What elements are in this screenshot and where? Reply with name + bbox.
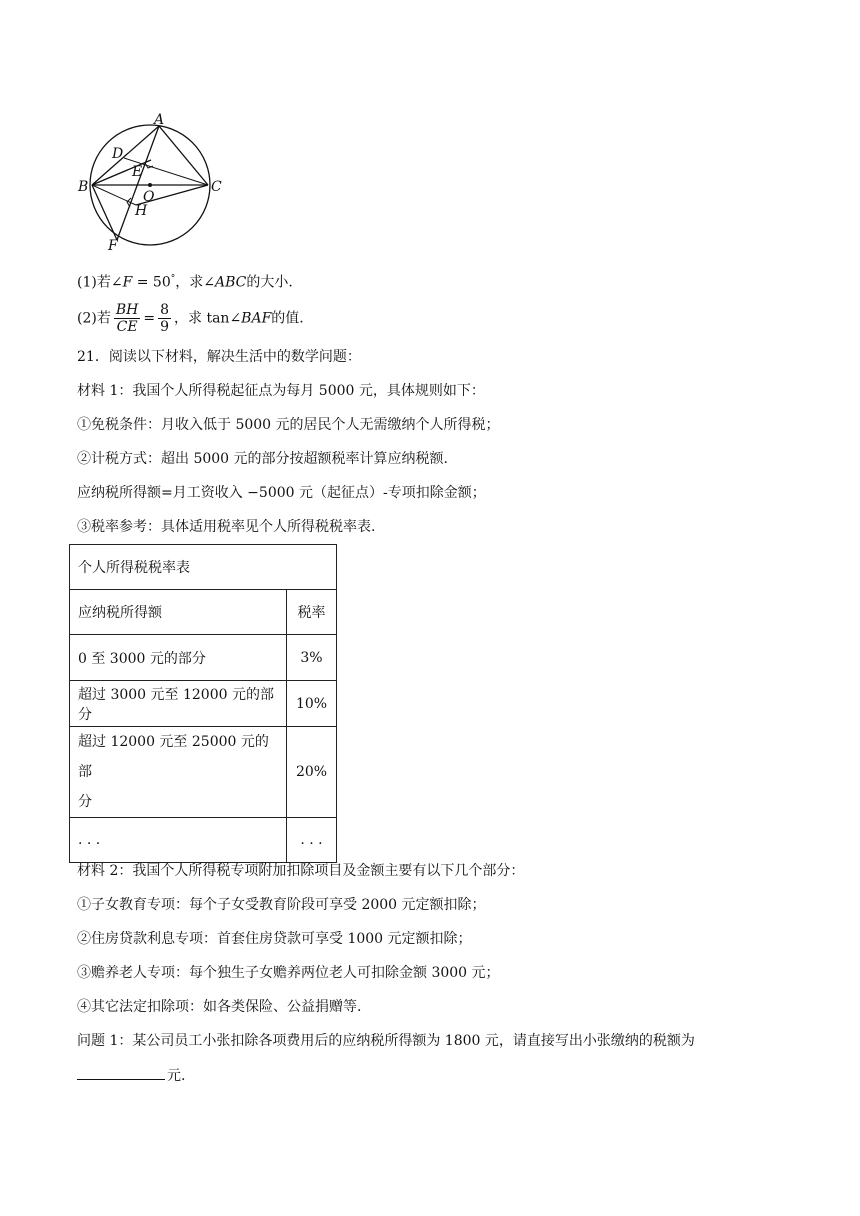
table-title: 个人所得税税率表 (70, 545, 337, 590)
table-cell-bracket: . . . (70, 818, 287, 863)
segment-af (117, 126, 159, 240)
table-cell-bracket: 超过 3000 元至 12000 元的部分 (70, 681, 287, 727)
label-a: A (154, 112, 165, 128)
label-d: D (112, 146, 124, 162)
table-cell-rate: 3% (287, 635, 337, 681)
table-cell-bracket: 超过 12000 元至 25000 元的部 分 (70, 727, 287, 818)
answer-blank[interactable] (77, 1065, 165, 1080)
problem-21-heading: 21．阅读以下材料，解决生活中的数学问题： (77, 349, 361, 365)
circle-geometry-figure (72, 108, 232, 253)
material-2-line-3: ③赡养老人专项：每个独生子女赡养两位老人可扣除金额 3000 元； (77, 965, 500, 981)
question-1-text: 问题 1：某公司员工小张扣除各项费用后的应纳税所得额为 1800 元，请直接写出小张缴纳的税额为 (77, 1033, 695, 1049)
center-point-o (148, 183, 152, 187)
material-1-line-1: ①免税条件：月收入低于 5000 元的居民个人无需缴纳个人所得税； (77, 417, 500, 433)
segment-bh (92, 185, 136, 205)
label-e: E (132, 164, 143, 180)
material-2-title: 材料 2：我国个人所得税专项附加扣除项目及金额主要有以下几个部分： (77, 863, 525, 879)
table-title-row (70, 545, 337, 590)
question-2: (2)若 $\frac{BH}{CE}$ = $\frac{8}{9}$ ，求 tan∠BAF的值. (77, 302, 304, 335)
label-b: B (78, 179, 89, 195)
fraction-bh-ce: $\frac{BH}{CE}$ (115, 302, 139, 335)
table-header-row (70, 590, 337, 635)
table-row (70, 635, 337, 681)
table-cell-rate: . . . (287, 818, 337, 863)
table-cell-rate: 10% (287, 681, 337, 727)
material-1-line-2: ②计税方式：超出 5000 元的部分按超额税率计算应纳税额. (77, 451, 448, 467)
header-taxable-income: 应纳税所得额 (70, 590, 287, 635)
material-2-line-4: ④其它法定扣除项：如各类保险、公益捐赠等. (77, 999, 362, 1015)
question-1: (1)若∠F = 50°，求∠ABC的大小. (77, 274, 293, 291)
material-1-line-3: 应纳税所得额=月工资收入 −5000 元（起征点）-专项扣除金额； (77, 485, 486, 501)
segment-bf (92, 185, 117, 240)
label-f: F (108, 238, 118, 253)
material-2-line-2: ②住房贷款利息专项：首套住房贷款可享受 1000 元定额扣除； (77, 931, 472, 947)
material-1-line-4: ③税率参考：具体适用税率见个人所得税税率表. (77, 519, 376, 535)
table-row (70, 727, 337, 818)
table-cell-rate: 20% (287, 727, 337, 818)
table-row (70, 681, 337, 727)
tax-rate-table (69, 544, 337, 863)
segment-ab (92, 126, 159, 185)
material-1-title: 材料 1：我国个人所得税起征点为每月 5000 元，具体规则如下： (77, 383, 485, 399)
label-c: C (211, 179, 222, 195)
table-row (70, 818, 337, 863)
table-cell-bracket: 0 至 3000 元的部分 (70, 635, 287, 681)
material-2-line-1: ①子女教育专项：每个子女受教育阶段可享受 2000 元定额扣除； (77, 897, 486, 913)
answer-line: 元. (77, 1065, 185, 1086)
label-h: H (135, 203, 148, 219)
label-o: O (143, 189, 155, 205)
fraction-8-9: $\frac{8}{9}$ (160, 302, 169, 335)
header-tax-rate: 税率 (287, 590, 337, 635)
